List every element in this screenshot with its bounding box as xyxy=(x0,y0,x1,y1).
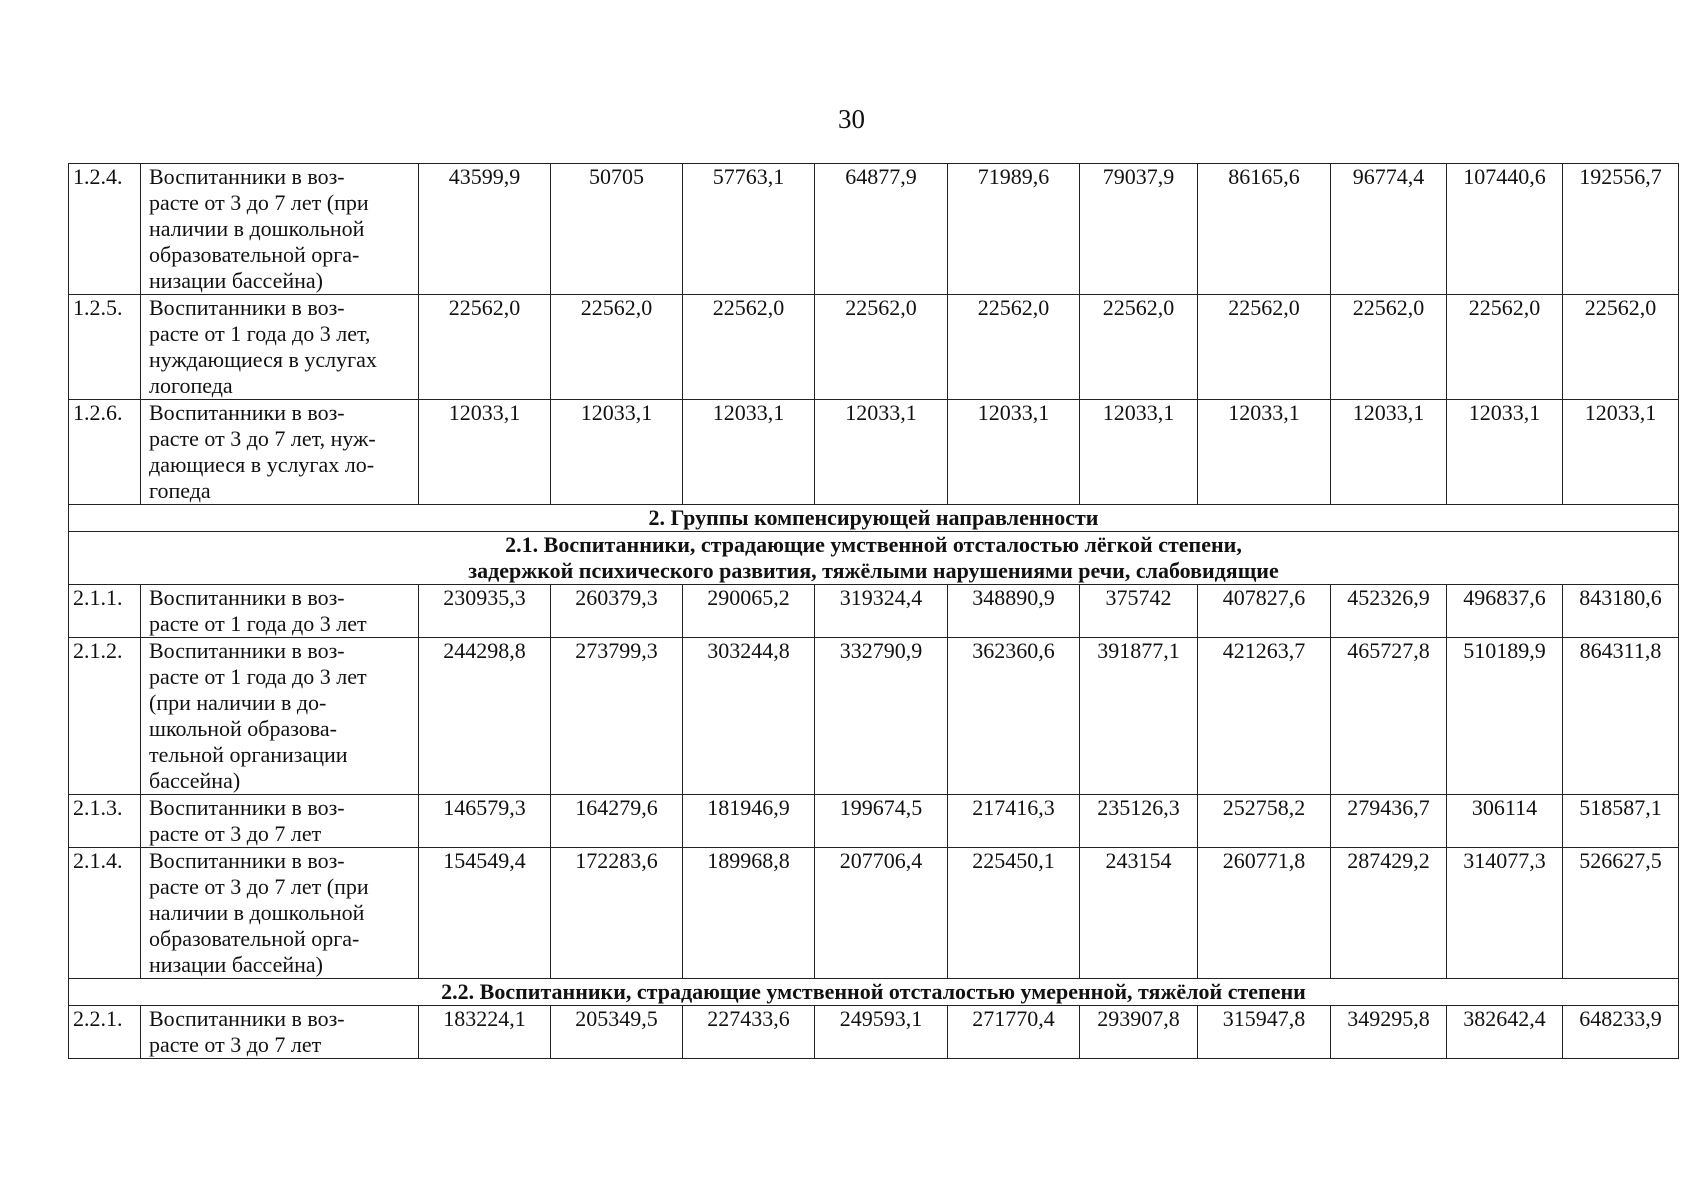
section-header-row xyxy=(69,505,1679,532)
value-cell: 260771,8 xyxy=(1198,848,1331,979)
row-description xyxy=(141,1006,419,1059)
value-cell: 43599,9 xyxy=(419,164,551,295)
row-description-line: Воспитанники в воз- xyxy=(149,638,345,663)
row-description xyxy=(141,638,419,795)
value-cell: 244298,8 xyxy=(419,638,551,795)
value-cell: 12033,1 xyxy=(1447,400,1563,505)
value-cell: 349295,8 xyxy=(1331,1006,1447,1059)
table-row xyxy=(69,848,1679,979)
row-number: 2.2.1. xyxy=(69,1006,141,1059)
value-cell: 843180,6 xyxy=(1563,585,1679,638)
row-description-line: расте от 3 до 7 лет (при xyxy=(149,190,369,215)
section-header-line: 2. Группы компенсирующей направленности xyxy=(648,505,1099,530)
value-cell: 64877,9 xyxy=(815,164,948,295)
value-cell: 235126,3 xyxy=(1080,795,1198,848)
row-number: 2.1.4. xyxy=(69,848,141,979)
row-description-line: образовательной орга- xyxy=(149,926,360,951)
table-row xyxy=(69,1006,1679,1059)
row-description-line: Воспитанники в воз- xyxy=(149,848,345,873)
row-description-line: Воспитанники в воз- xyxy=(149,1006,345,1031)
row-description-line: расте от 1 года до 3 лет xyxy=(149,611,367,636)
row-number: 2.1.2. xyxy=(69,638,141,795)
value-cell: 12033,1 xyxy=(419,400,551,505)
value-cell: 22562,0 xyxy=(683,295,815,400)
value-cell: 496837,6 xyxy=(1447,585,1563,638)
value-cell: 207706,4 xyxy=(815,848,948,979)
value-cell: 172283,6 xyxy=(551,848,683,979)
tariff-table xyxy=(68,163,1679,1059)
value-cell: 421263,7 xyxy=(1198,638,1331,795)
row-description-line: тельной организации xyxy=(149,742,348,767)
row-description-line: расте от 1 года до 3 лет, xyxy=(149,321,371,346)
value-cell: 362360,6 xyxy=(948,638,1080,795)
value-cell: 407827,6 xyxy=(1198,585,1331,638)
row-description xyxy=(141,585,419,638)
value-cell: 526627,5 xyxy=(1563,848,1679,979)
value-cell: 12033,1 xyxy=(1080,400,1198,505)
row-description-line: низации бассейна) xyxy=(149,952,323,977)
table-row xyxy=(69,164,1679,295)
row-description xyxy=(141,164,419,295)
value-cell: 648233,9 xyxy=(1563,1006,1679,1059)
value-cell: 382642,4 xyxy=(1447,1006,1563,1059)
value-cell: 146579,3 xyxy=(419,795,551,848)
value-cell: 510189,9 xyxy=(1447,638,1563,795)
value-cell: 319324,4 xyxy=(815,585,948,638)
section-header-line: задержкой психического развития, тяжёлыми нарушениями речи, слабовидящие xyxy=(468,558,1279,583)
value-cell: 314077,3 xyxy=(1447,848,1563,979)
value-cell: 465727,8 xyxy=(1331,638,1447,795)
section-header-line: 2.2. Воспитанники, страдающие умственной отсталостью умеренной, тяжёлой степени xyxy=(441,979,1306,1004)
row-description-line: нуждающиеся в услугах xyxy=(149,347,377,372)
row-description-line: наличии в дошкольной xyxy=(149,216,365,241)
section-header xyxy=(69,532,1679,585)
value-cell: 12033,1 xyxy=(815,400,948,505)
table-row xyxy=(69,295,1679,400)
value-cell: 227433,6 xyxy=(683,1006,815,1059)
value-cell: 12033,1 xyxy=(1198,400,1331,505)
value-cell: 12033,1 xyxy=(683,400,815,505)
row-description-line: школьной образова- xyxy=(149,716,337,741)
row-description-line: расте от 3 до 7 лет (при xyxy=(149,874,369,899)
value-cell: 306114 xyxy=(1447,795,1563,848)
row-description-line: Воспитанники в воз- xyxy=(149,295,345,320)
section-header-row xyxy=(69,979,1679,1006)
value-cell: 348890,9 xyxy=(948,585,1080,638)
value-cell: 57763,1 xyxy=(683,164,815,295)
value-cell: 252758,2 xyxy=(1198,795,1331,848)
section-header-row xyxy=(69,532,1679,585)
row-description-line: Воспитанники в воз- xyxy=(149,400,345,425)
row-description-line: бассейна) xyxy=(149,768,241,793)
value-cell: 260379,3 xyxy=(551,585,683,638)
table-row xyxy=(69,585,1679,638)
table-body xyxy=(69,164,1679,1059)
value-cell: 273799,3 xyxy=(551,638,683,795)
value-cell: 183224,1 xyxy=(419,1006,551,1059)
value-cell: 293907,8 xyxy=(1080,1006,1198,1059)
value-cell: 22562,0 xyxy=(1080,295,1198,400)
value-cell: 391877,1 xyxy=(1080,638,1198,795)
value-cell: 230935,3 xyxy=(419,585,551,638)
value-cell: 86165,6 xyxy=(1198,164,1331,295)
value-cell: 189968,8 xyxy=(683,848,815,979)
row-description-line: Воспитанники в воз- xyxy=(149,585,345,610)
row-description-line: Воспитанники в воз- xyxy=(149,795,345,820)
row-number: 1.2.5. xyxy=(69,295,141,400)
row-description xyxy=(141,400,419,505)
row-number: 1.2.6. xyxy=(69,400,141,505)
value-cell: 315947,8 xyxy=(1198,1006,1331,1059)
row-description-line: расте от 1 года до 3 лет xyxy=(149,664,367,689)
section-header-line: 2.1. Воспитанники, страдающие умственной отсталостью лёгкой степени, xyxy=(505,532,1242,557)
value-cell: 205349,5 xyxy=(551,1006,683,1059)
row-description xyxy=(141,295,419,400)
table-row xyxy=(69,400,1679,505)
row-description-line: расте от 3 до 7 лет, нуж- xyxy=(149,426,376,451)
value-cell: 271770,4 xyxy=(948,1006,1080,1059)
table-row xyxy=(69,795,1679,848)
value-cell: 375742 xyxy=(1080,585,1198,638)
value-cell: 22562,0 xyxy=(1563,295,1679,400)
value-cell: 452326,9 xyxy=(1331,585,1447,638)
row-description xyxy=(141,848,419,979)
row-description-line: низации бассейна) xyxy=(149,268,323,293)
row-number: 1.2.4. xyxy=(69,164,141,295)
value-cell: 181946,9 xyxy=(683,795,815,848)
value-cell: 12033,1 xyxy=(1563,400,1679,505)
value-cell: 79037,9 xyxy=(1080,164,1198,295)
value-cell: 12033,1 xyxy=(1331,400,1447,505)
value-cell: 225450,1 xyxy=(948,848,1080,979)
row-description-line: (при наличии в до- xyxy=(149,690,327,715)
value-cell: 12033,1 xyxy=(948,400,1080,505)
row-number: 2.1.1. xyxy=(69,585,141,638)
row-description-line: гопеда xyxy=(149,478,211,503)
row-description-line: логопеда xyxy=(149,373,233,398)
value-cell: 192556,7 xyxy=(1563,164,1679,295)
value-cell: 22562,0 xyxy=(1447,295,1563,400)
value-cell: 22562,0 xyxy=(1198,295,1331,400)
value-cell: 50705 xyxy=(551,164,683,295)
row-number: 2.1.3. xyxy=(69,795,141,848)
row-description-line: наличии в дошкольной xyxy=(149,900,365,925)
value-cell: 96774,4 xyxy=(1331,164,1447,295)
value-cell: 199674,5 xyxy=(815,795,948,848)
value-cell: 107440,6 xyxy=(1447,164,1563,295)
value-cell: 164279,6 xyxy=(551,795,683,848)
row-description-line: расте от 3 до 7 лет xyxy=(149,1032,322,1057)
value-cell: 249593,1 xyxy=(815,1006,948,1059)
row-description xyxy=(141,795,419,848)
value-cell: 22562,0 xyxy=(551,295,683,400)
value-cell: 518587,1 xyxy=(1563,795,1679,848)
value-cell: 864311,8 xyxy=(1563,638,1679,795)
value-cell: 22562,0 xyxy=(1331,295,1447,400)
value-cell: 290065,2 xyxy=(683,585,815,638)
value-cell: 279436,7 xyxy=(1331,795,1447,848)
value-cell: 243154 xyxy=(1080,848,1198,979)
row-description-line: Воспитанники в воз- xyxy=(149,164,345,189)
value-cell: 154549,4 xyxy=(419,848,551,979)
value-cell: 303244,8 xyxy=(683,638,815,795)
table-row xyxy=(69,638,1679,795)
section-header xyxy=(69,979,1679,1006)
value-cell: 22562,0 xyxy=(948,295,1080,400)
value-cell: 71989,6 xyxy=(948,164,1080,295)
value-cell: 22562,0 xyxy=(419,295,551,400)
row-description-line: расте от 3 до 7 лет xyxy=(149,821,322,846)
section-header xyxy=(69,505,1679,532)
value-cell: 332790,9 xyxy=(815,638,948,795)
value-cell: 217416,3 xyxy=(948,795,1080,848)
value-cell: 22562,0 xyxy=(815,295,948,400)
page-number: 30 xyxy=(838,104,865,134)
value-cell: 287429,2 xyxy=(1331,848,1447,979)
row-description-line: образовательной орга- xyxy=(149,242,360,267)
row-description-line: дающиеся в услугах ло- xyxy=(149,452,375,477)
value-cell: 12033,1 xyxy=(551,400,683,505)
